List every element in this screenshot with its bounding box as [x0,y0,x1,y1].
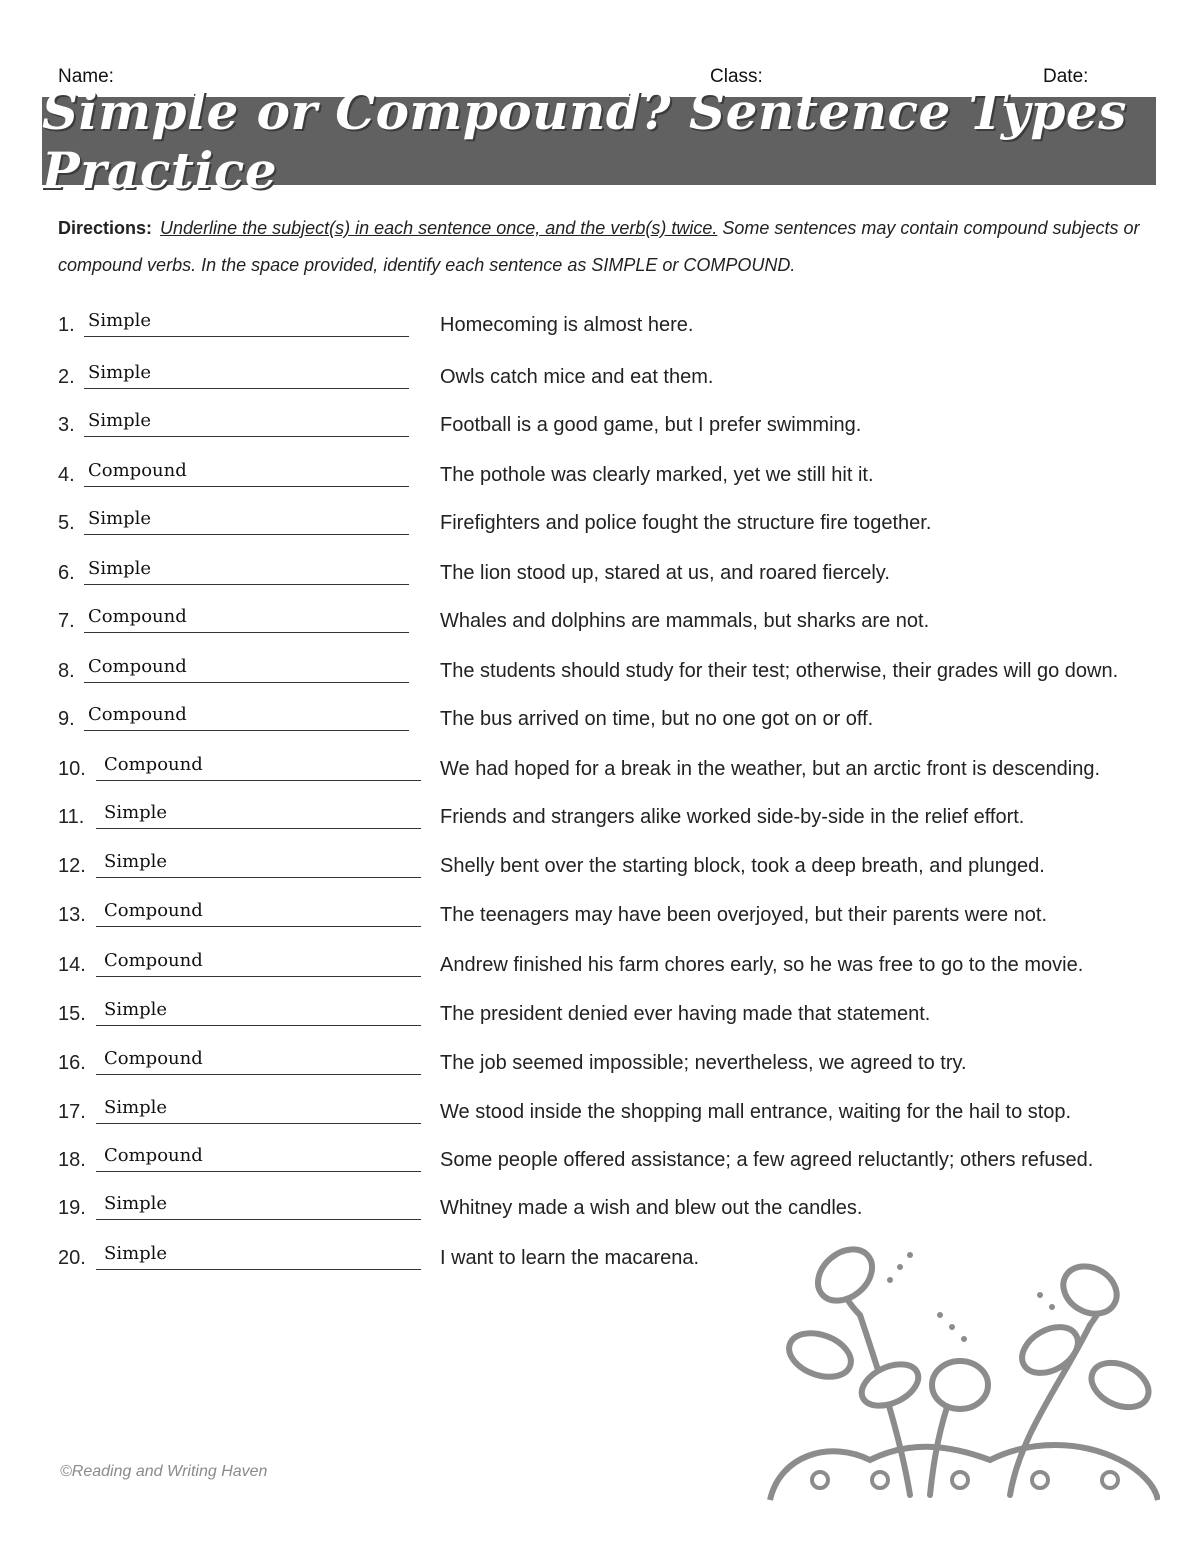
sentence-text: Friends and strangers alike worked side-by-side in the relief effort. [440,806,1025,828]
answer-blank[interactable] [96,1269,421,1270]
answer-blank[interactable] [96,1171,421,1172]
answer-blank[interactable] [96,828,421,829]
sentence-text: The students should study for their test; otherwise, their grades will go down. [440,660,1119,682]
answer-blank[interactable] [96,1025,421,1026]
sentence-text: Some people offered assistance; a few agreed reluctantly; others refused. [440,1149,1094,1171]
answer-text: Simple [88,410,152,431]
name-label: Name: [58,66,114,87]
item-number: 10. [58,758,86,780]
item-number: 2. [58,366,75,388]
item-number: 20. [58,1247,86,1269]
exercise-row [0,900,1200,934]
page-title: Simple or Compound? Sentence Types Practice [42,82,1127,200]
answer-text: Simple [104,1097,168,1118]
answer-text: Compound [88,460,187,481]
answer-blank[interactable] [84,682,409,683]
answer-text: Compound [88,704,187,725]
answer-blank[interactable] [84,486,409,487]
sentence-text: Firefighters and police fought the structure fire together. [440,512,932,534]
exercise-row [0,508,1200,542]
answer-blank[interactable] [96,1074,421,1075]
exercise-row [0,310,1200,344]
answer-blank[interactable] [84,534,409,535]
directions [58,210,1148,284]
answer-text: Compound [104,1145,203,1166]
exercise-row [0,1193,1200,1227]
item-number: 1. [58,314,75,336]
exercise-row [0,704,1200,738]
item-number: 12. [58,855,86,877]
date-label: Date: [1043,66,1089,87]
exercise-row [0,558,1200,592]
answer-blank[interactable] [96,1123,421,1124]
answer-text: Simple [104,851,168,872]
item-number: 4. [58,464,75,486]
answer-text: Simple [104,1193,168,1214]
item-number: 18. [58,1149,86,1171]
answer-text: Compound [104,950,203,971]
directions-text: Some sentences may contain compound subjects or compound verbs. In the space provided, identify each sentence as SIMPLE or COMPOUND. [58,218,1140,275]
item-number: 7. [58,610,75,632]
sentence-text: Homecoming is almost here. [440,314,694,336]
exercise-row [0,362,1200,396]
sentence-text: The bus arrived on time, but no one got on or off. [440,708,874,730]
answer-blank[interactable] [96,1219,421,1220]
sentence-text: Whales and dolphins are mammals, but sharks are not. [440,610,930,632]
item-number: 14. [58,954,86,976]
answer-blank[interactable] [84,336,409,337]
answer-blank[interactable] [96,976,421,977]
answer-text: Compound [88,656,187,677]
exercise-row [0,410,1200,444]
answer-text: Simple [104,1243,168,1264]
answer-text: Simple [104,999,168,1020]
sentence-text: We stood inside the shopping mall entrance, waiting for the hail to stop. [440,1101,1072,1123]
exercise-row [0,460,1200,494]
title-banner [42,82,1156,200]
sentence-text: Andrew finished his farm chores early, so he was free to go to the movie. [440,954,1084,976]
leaf-decoration-icon [760,1235,1160,1505]
exercise-row [0,1097,1200,1131]
exercise-row [0,754,1200,788]
answer-blank[interactable] [84,584,409,585]
exercise-row [0,656,1200,690]
item-number: 11. [58,806,85,828]
answer-blank[interactable] [96,780,421,781]
sentence-text: Shelly bent over the starting block, took a deep breath, and plunged. [440,855,1045,877]
answer-text: Simple [88,362,152,383]
answer-text: Compound [104,754,203,775]
item-number: 9. [58,708,75,730]
item-number: 16. [58,1052,86,1074]
sentence-text: Owls catch mice and eat them. [440,366,714,388]
class-label: Class: [710,66,763,87]
item-number: 19. [58,1197,86,1219]
answer-blank[interactable] [84,730,409,731]
sentence-text: Whitney made a wish and blew out the candles. [440,1197,863,1219]
answer-blank[interactable] [84,436,409,437]
item-number: 15. [58,1003,86,1025]
item-number: 3. [58,414,75,436]
exercise-row [0,950,1200,984]
exercise-row [0,1048,1200,1082]
exercise-row [0,606,1200,640]
item-number: 6. [58,562,75,584]
sentence-text: The pothole was clearly marked, yet we still hit it. [440,464,874,486]
answer-text: Simple [88,508,152,529]
copyright-footer: ©Reading and Writing Haven [60,1463,268,1480]
answer-blank[interactable] [96,877,421,878]
answer-blank[interactable] [84,388,409,389]
answer-text: Simple [88,558,152,579]
exercise-row [0,802,1200,836]
sentence-text: I want to learn the macarena. [440,1247,700,1269]
answer-text: Simple [88,310,152,331]
sentence-text: The lion stood up, stared at us, and roared fiercely. [440,562,890,584]
answer-text: Compound [104,900,203,921]
answer-text: Simple [104,802,168,823]
exercise-row [0,851,1200,885]
item-number: 13. [58,904,86,926]
item-number: 17. [58,1101,86,1123]
item-number: 8. [58,660,75,682]
answer-blank[interactable] [96,926,421,927]
sentence-text: Football is a good game, but I prefer swimming. [440,414,862,436]
exercise-row [0,999,1200,1033]
directions-label: Directions: [58,218,153,238]
item-number: 5. [58,512,75,534]
sentence-text: We had hoped for a break in the weather, but an arctic front is descending. [440,758,1101,780]
answer-text: Compound [88,606,187,627]
directions-underlined: Underline the subject(s) in each sentence once, and the verb(s) twice. [160,218,718,238]
sentence-text: The job seemed impossible; nevertheless, we agreed to try. [440,1052,967,1074]
exercise-row [0,1145,1200,1179]
answer-blank[interactable] [84,632,409,633]
sentence-text: The teenagers may have been overjoyed, but their parents were not. [440,904,1048,926]
sentence-text: The president denied ever having made that statement. [440,1003,931,1025]
answer-text: Compound [104,1048,203,1069]
